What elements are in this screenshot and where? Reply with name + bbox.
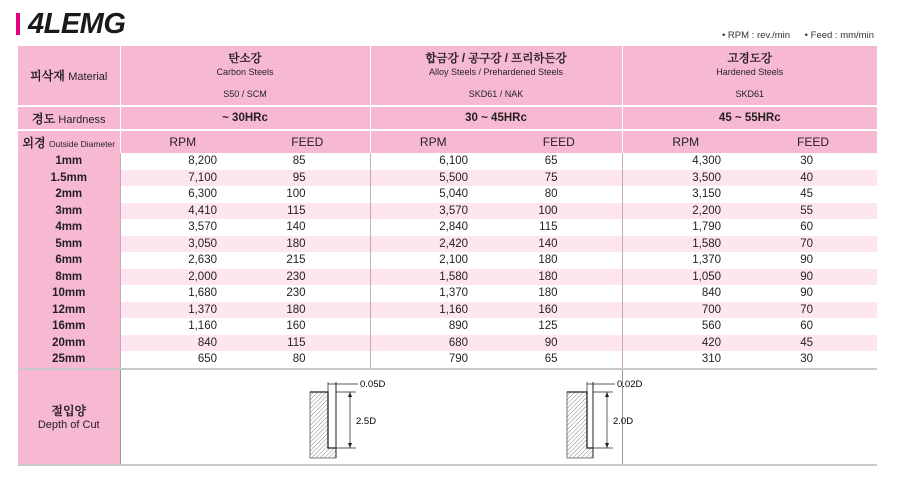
feed-cell: 30 — [749, 351, 877, 369]
unit-rpm: • RPM : rev./min — [722, 30, 790, 41]
rpm-cell: 2,100 — [370, 252, 496, 269]
feed-cell: 180 — [496, 252, 622, 269]
feed-cell: 115 — [245, 203, 370, 220]
feed-cell: 180 — [496, 269, 622, 286]
feed-cell: 140 — [245, 219, 370, 236]
feed-cell: 80 — [496, 186, 622, 203]
feed-cell: 215 — [245, 252, 370, 269]
rpm-cell: 4,410 — [120, 203, 245, 220]
rpm-cell: 1,160 — [370, 302, 496, 319]
depth-of-cut-label: 절입양 Depth of Cut — [18, 369, 120, 465]
feed-cell: 180 — [245, 302, 370, 319]
diameter-cell: 2mm — [18, 186, 120, 203]
table-row — [18, 236, 877, 253]
col-rpm: RPM — [120, 130, 245, 153]
rpm-cell: 650 — [120, 351, 245, 369]
feed-cell: 65 — [496, 351, 622, 369]
table-row — [18, 318, 877, 335]
rpm-cell: 4,300 — [622, 153, 749, 170]
feed-cell: 80 — [245, 351, 370, 369]
radial-depth-label-a: 0.05D — [360, 378, 386, 390]
rpm-cell: 6,300 — [120, 186, 245, 203]
diameter-cell: 8mm — [18, 269, 120, 286]
feed-cell: 60 — [749, 318, 877, 335]
feed-cell: 160 — [496, 302, 622, 319]
rpm-cell: 1,580 — [370, 269, 496, 286]
table-row — [18, 351, 877, 369]
od-label: 외경 Outside Diameter — [18, 130, 120, 153]
rpm-cell: 1,160 — [120, 318, 245, 335]
feed-cell: 45 — [749, 186, 877, 203]
feed-cell: 65 — [496, 153, 622, 170]
page-title: 4LEMG — [28, 8, 126, 40]
feed-cell: 140 — [496, 236, 622, 253]
rpm-cell: 700 — [622, 302, 749, 319]
material-label: 피삭재 Material — [18, 46, 120, 106]
rpm-cell: 2,420 — [370, 236, 496, 253]
diameter-cell: 5mm — [18, 236, 120, 253]
diameter-cell: 6mm — [18, 252, 120, 269]
diameter-cell: 1.5mm — [18, 170, 120, 187]
table-row — [18, 186, 877, 203]
rpm-cell: 1,580 — [622, 236, 749, 253]
depth-diagram-cell-b — [612, 369, 877, 465]
group-hardened-steels: 고경도강 Hardened Steels SKD61 — [622, 46, 877, 106]
feed-cell: 115 — [245, 335, 370, 352]
rpm-cell: 1,370 — [120, 302, 245, 319]
feed-cell: 90 — [749, 269, 877, 286]
col-rpm: RPM — [622, 130, 749, 153]
diameter-cell: 10mm — [18, 285, 120, 302]
table-row — [18, 252, 877, 269]
rpm-cell: 420 — [622, 335, 749, 352]
feed-cell: 70 — [749, 236, 877, 253]
rpm-cell: 2,200 — [622, 203, 749, 220]
diameter-cell: 3mm — [18, 203, 120, 220]
col-feed: FEED — [245, 130, 370, 153]
rpm-cell: 890 — [370, 318, 496, 335]
hardness-hardened: 45 ~ 55HRc — [622, 106, 877, 130]
units-legend — [710, 30, 874, 41]
feed-cell: 90 — [749, 252, 877, 269]
diameter-cell: 20mm — [18, 335, 120, 352]
group-carbon-steels: 탄소강 Carbon Steels S50 / SCM — [120, 46, 370, 106]
rpm-cell: 5,500 — [370, 170, 496, 187]
depth-of-cut-diagram-a — [306, 374, 436, 460]
table-row — [18, 153, 877, 170]
feed-cell: 95 — [245, 170, 370, 187]
unit-feed: • Feed : mm/min — [805, 30, 874, 41]
rpm-cell: 790 — [370, 351, 496, 369]
feed-cell: 60 — [749, 219, 877, 236]
feed-cell: 100 — [496, 203, 622, 220]
rpm-cell: 1,790 — [622, 219, 749, 236]
feed-cell: 160 — [245, 318, 370, 335]
feed-cell: 180 — [496, 285, 622, 302]
table-row — [18, 302, 877, 319]
title-accent-bar — [16, 13, 20, 35]
material-row — [18, 46, 877, 106]
rpm-cell: 3,570 — [120, 219, 245, 236]
rpm-cell: 1,370 — [370, 285, 496, 302]
rpm-cell: 1,680 — [120, 285, 245, 302]
feed-cell: 90 — [749, 285, 877, 302]
column-header-row — [18, 130, 877, 153]
diameter-cell: 1mm — [18, 153, 120, 170]
rpm-cell: 1,370 — [622, 252, 749, 269]
feed-cell: 40 — [749, 170, 877, 187]
rpm-cell: 1,050 — [622, 269, 749, 286]
feed-cell: 30 — [749, 153, 877, 170]
table-row — [18, 219, 877, 236]
radial-depth-label-b: 0.02D — [616, 378, 642, 390]
feed-cell: 230 — [245, 269, 370, 286]
hardness-alloy: 30 ~ 45HRc — [370, 106, 622, 130]
diameter-cell: 4mm — [18, 219, 120, 236]
diameter-cell: 25mm — [18, 351, 120, 369]
hardness-row — [18, 106, 877, 130]
feed-cell: 70 — [749, 302, 877, 319]
hardness-carbon: ~ 30HRc — [120, 106, 370, 130]
depth-diagram-cell-a — [120, 369, 622, 465]
rpm-cell: 2,840 — [370, 219, 496, 236]
table-row — [18, 335, 877, 352]
table-row — [18, 203, 877, 220]
col-feed: FEED — [749, 130, 877, 153]
rpm-cell: 8,200 — [120, 153, 245, 170]
diameter-cell: 12mm — [18, 302, 120, 319]
table-row — [18, 170, 877, 187]
rpm-cell: 840 — [622, 285, 749, 302]
depth-of-cut-diagram-b — [563, 374, 693, 460]
feed-cell: 180 — [245, 236, 370, 253]
feed-cell: 85 — [245, 153, 370, 170]
axial-depth-label-b: 2.0D — [612, 415, 633, 427]
col-rpm: RPM — [370, 130, 496, 153]
feed-cell: 55 — [749, 203, 877, 220]
rpm-cell: 6,100 — [370, 153, 496, 170]
rpm-cell: 2,000 — [120, 269, 245, 286]
group-alloy-steels: 합금강 / 공구강 / 프리하든강 Alloy Steels / Prehardened Steels SKD61 / NAK — [370, 46, 622, 106]
feed-cell: 90 — [496, 335, 622, 352]
hardness-label: 경도 Hardness — [18, 106, 120, 130]
feed-cell: 45 — [749, 335, 877, 352]
diameter-cell: 16mm — [18, 318, 120, 335]
col-feed: FEED — [496, 130, 622, 153]
rpm-cell: 680 — [370, 335, 496, 352]
rpm-cell: 310 — [622, 351, 749, 369]
feed-cell: 100 — [245, 186, 370, 203]
feed-cell: 230 — [245, 285, 370, 302]
feed-cell: 75 — [496, 170, 622, 187]
feed-cell: 115 — [496, 219, 622, 236]
feed-cell: 125 — [496, 318, 622, 335]
rpm-cell: 560 — [622, 318, 749, 335]
rpm-cell: 3,570 — [370, 203, 496, 220]
depth-of-cut-row — [18, 369, 877, 465]
rpm-cell: 3,150 — [622, 186, 749, 203]
rpm-cell: 3,050 — [120, 236, 245, 253]
axial-depth-label-a: 2.5D — [356, 415, 377, 427]
rpm-cell: 5,040 — [370, 186, 496, 203]
rpm-cell: 840 — [120, 335, 245, 352]
rpm-cell: 2,630 — [120, 252, 245, 269]
rpm-cell: 7,100 — [120, 170, 245, 187]
table-row — [18, 269, 877, 286]
rpm-cell: 3,500 — [622, 170, 749, 187]
cutting-conditions-table — [18, 46, 877, 466]
table-row — [18, 285, 877, 302]
